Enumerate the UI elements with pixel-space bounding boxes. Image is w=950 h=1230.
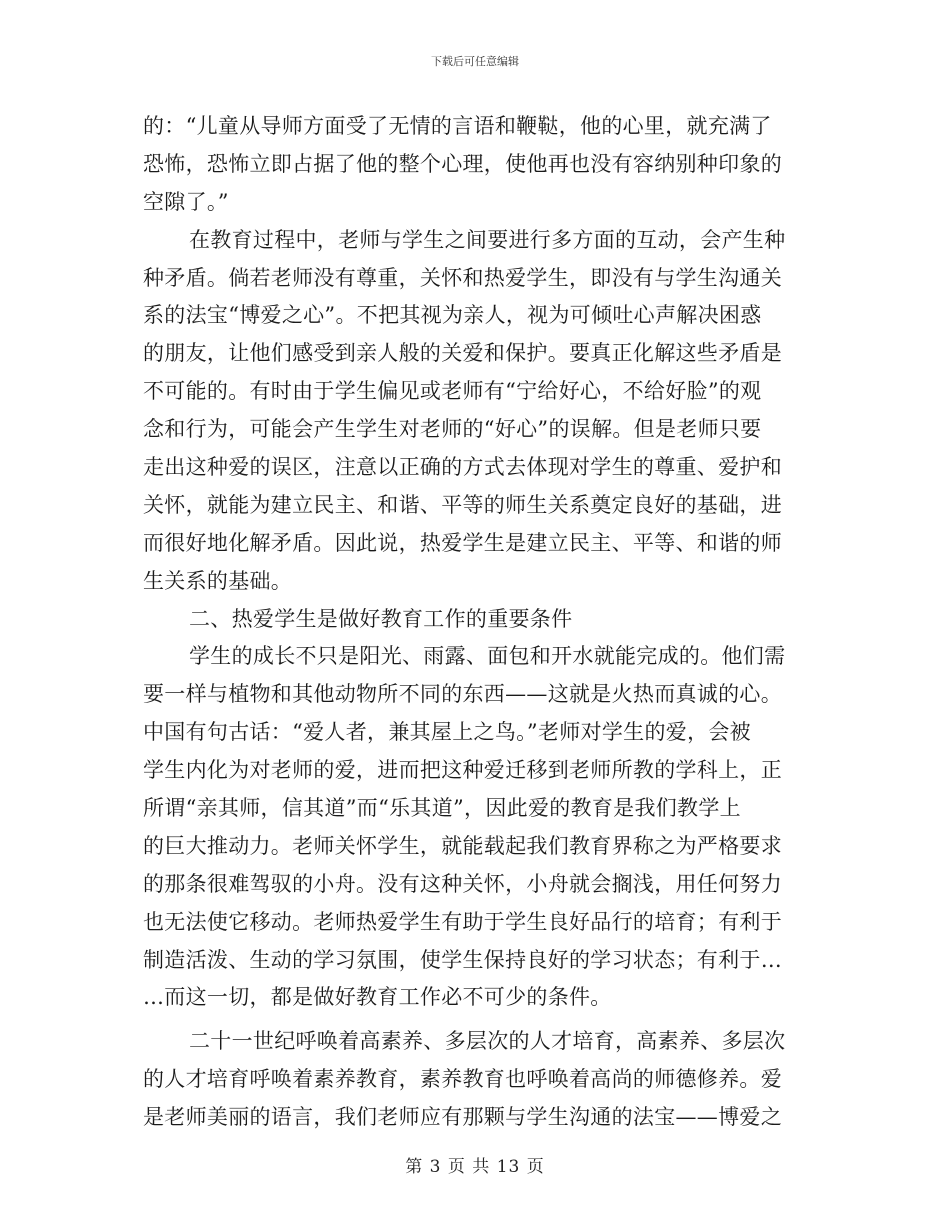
paragraph-start-line: 二十一世纪呼唤着高素养、多层次的人才培育，高素养、多层次 [189,1029,786,1054]
text-line: 的朋友，让他们感受到亲人般的关爱和保护。要真正化解这些矛盾是 [143,341,782,366]
text-line: …而这一切，都是做好教育工作必不可少的条件。 [143,985,612,1010]
text-line: 念和行为，可能会产生学生对老师的“好心”的误解。但是老师只要 [143,417,762,442]
text-line: 恐怖，恐怖立即占据了他的整个心理，使他再也没有容纳别种印象的 [143,151,782,176]
text-line: 学生内化为对老师的爱，进而把这种爱迁移到老师所教的学科上，正 [143,758,782,783]
page-number: 第 3 页 共 13 页 [405,1157,545,1177]
text-line: 也无法使它移动。老师热爱学生有助于学生良好品行的培育；有利于 [143,909,782,934]
text-line: 所谓“亲其师，信其道”而“乐其道”，因此爱的教育是我们教学上 [143,796,741,821]
text-line: 空隙了。” [143,189,229,214]
text-line: 的人才培育呼唤着素养教育，素养教育也呼唤着高尚的师德修养。爱 [143,1067,782,1092]
text-line: 的巨大推动力。老师关怀学生，就能载起我们教育界称之为严格要求 [143,833,782,858]
section-heading: 二、热爱学生是做好教育工作的重要条件 [189,606,573,631]
paragraph-start-line: 学生的成长不只是阳光、雨露、面包和开水就能完成的。他们需 [189,644,786,669]
text-line: 系的法宝“博爱之心”。不把其视为亲人，视为可倾吐心声解决困惑 [143,303,762,328]
text-line: 而很好地化解矛盾。因此说，热爱学生是建立民主、平等、和谐的师 [143,530,782,555]
text-line: 制造活泼、生动的学习氛围，使学生保持良好的学习状态；有利于… [143,947,782,972]
page-header: 下载后可任意编辑 [431,55,519,68]
text-line: 走出这种爱的误区，注意以正确的方式去体现对学生的尊重、爱护和 [143,455,782,480]
text-line: 是老师美丽的语言，我们老师应有那颗与学生沟通的法宝——博爱之 [143,1105,782,1130]
text-line: 的：“儿童从导师方面受了无情的言语和鞭鞑，他的心里，就充满了 [143,114,772,138]
text-line: 生关系的基础。 [143,568,293,593]
text-line: 要一样与植物和其他动物所不同的东西——这就是火热而真诚的心。 [143,682,782,707]
document-body [143,108,798,1137]
paragraph-start-line: 在教育过程中，老师与学生之间要进行多方面的互动，会产生种 [189,227,786,252]
text-line: 的那条很难驾驭的小舟。没有这种关怀，小舟就会搁浅，用任何努力 [143,871,782,896]
text-line: 关怀，就能为建立民主、和谐、平等的师生关系奠定良好的基础，进 [143,492,782,517]
text-line: 种矛盾。倘若老师没有尊重，关怀和热爱学生，即没有与学生沟通关 [143,265,782,290]
text-line: 中国有句古话：“爱人者，兼其屋上之鸟。”老师对学生的爱，会被 [143,720,751,745]
text-line: 不可能的。有时由于学生偏见或老师有“宁给好心，不给好脸”的观 [143,379,762,404]
